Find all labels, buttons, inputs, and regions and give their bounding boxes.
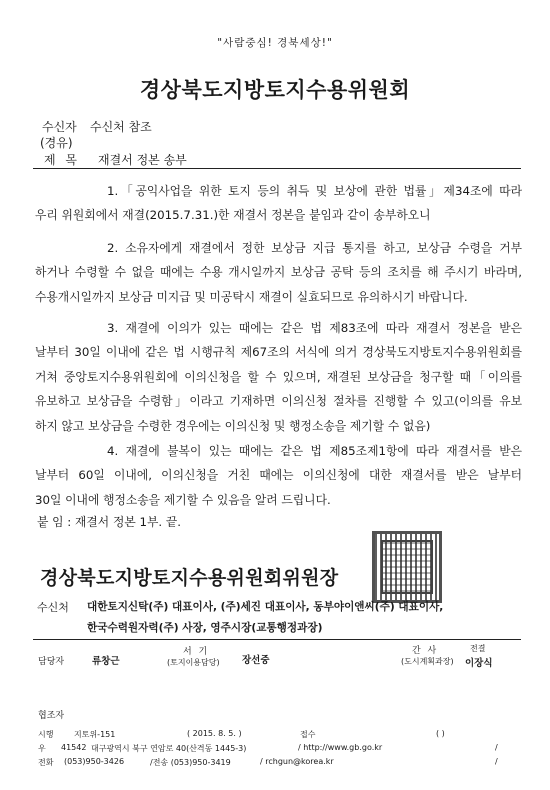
chief-dept: (도시계획과장): [401, 657, 454, 666]
email: / rchgun@korea.kr: [260, 757, 334, 766]
p3-line: 거쳐 중앙토지수용위원회에 이의신청을 할 수 있으며, 재결된 보상금을 청구할 때「이의를: [35, 369, 522, 384]
doc-label: 시행: [38, 730, 54, 739]
doc-date: ( 2015. 8. 5. ): [187, 729, 242, 738]
recipient-label: 수신자: [42, 120, 77, 134]
subject-label: 제 목: [44, 153, 80, 167]
reviewer-dept: (토지이용담당): [167, 658, 220, 667]
paragraph-3: [35, 316, 522, 438]
attachment-line: 붙 임 : 재결서 정본 1부. 끝.: [37, 515, 182, 529]
p1-line: 우리 위원회에서 재결(2015.7.31.)한 재결서 정본을 붙임과 같이 송부하오니: [35, 208, 431, 223]
website: / http://www.gb.go.kr: [298, 743, 383, 752]
receipt-paren: ( ): [436, 729, 445, 738]
receipt-label: 접수: [300, 730, 316, 739]
final-label: 전결: [470, 644, 486, 653]
p2-line: 2. 소유자에게 재결에서 정한 보상금 지급 통지를 하고, 보상금 수령을 거부: [107, 241, 522, 255]
reviewer-label: 서 기: [183, 647, 210, 657]
recipients-label: 수신처: [37, 601, 69, 614]
subject-value: 재결서 정본 송부: [98, 153, 187, 167]
divider-top: [33, 168, 521, 169]
p4-line: 4. 재결에 불복이 있는 때에는 같은 법 제85조제1항에 따라 재결서를 받은: [107, 444, 522, 458]
p3-line: 3. 재결에 이의가 있는 때에는 같은 법 제83조에 따라 재결서 정본을 받은: [107, 321, 522, 335]
phone-label: 전화: [38, 758, 54, 767]
org-title: 경상북도지방토지수용위원회: [139, 78, 411, 102]
p1-line: 1.「공익사업을 위한 토지 등의 취득 및 보상에 관한 법률」제34조에 따라: [107, 184, 522, 198]
doc-number: 지토위-151: [74, 730, 116, 739]
paragraph-1: [35, 179, 522, 228]
address: 대구광역시 북구 연암로 40(산격동 1445-3): [91, 744, 247, 753]
recipient-value: 수신처 참조: [90, 120, 152, 134]
fax: /전송 (053)950-3419: [150, 758, 231, 767]
seal-inner: [381, 540, 433, 594]
paragraph-2: [35, 236, 522, 309]
recipients-line-2: 한국수력원자력(주) 사장, 영주시장(교통행정과장): [87, 622, 323, 634]
disclosure: /: [495, 757, 498, 766]
reviewer-name: 장선중: [242, 655, 270, 666]
address-slash: /: [495, 743, 498, 752]
p3-line: 유보하고 보상금을 수령함」이라고 기재하면 이의신청 절차를 진행할 수 있고(이의를 유보: [35, 394, 522, 409]
slogan: "사람중심! 경북세상!": [217, 37, 333, 49]
p3-line: 하지 않고 보상금을 수령한 경우에는 이의신청 및 행정소송을 제기할 수 없음): [35, 418, 431, 433]
p2-line: 수용개시일까지 보상금 미지급 및 미공탁시 재결이 실효되므로 유의하시기 바랍니다.: [35, 289, 468, 304]
address-label: 우: [38, 744, 46, 753]
p4-line: 날부터 60일 이내에, 이의신청을 거친 때에는 이의신청에 대한 재결서를 받은 날부터: [35, 468, 522, 483]
phone: (053)950-3426: [64, 757, 125, 766]
p4-line: 30일 이내에 행정소송을 제기할 수 있음을 알려 드립니다.: [35, 492, 331, 507]
postal-code: 41542: [61, 743, 87, 752]
officer-name: 류창근: [92, 656, 120, 667]
cooperator-label: 협조자: [38, 711, 65, 721]
p3-line: 날부터 30일 이내에 같은 법 시행규칙 제67조의 서식에 의거 경상북도지방토지수용위원회를: [35, 345, 522, 360]
official-seal: [372, 531, 442, 603]
via-label: (경유): [40, 136, 73, 150]
paragraph-4: [35, 439, 522, 512]
final-name: 이장식: [465, 658, 493, 669]
p2-line: 하거나 수령할 수 없을 때에는 수용 개시일까지 보상금 공탁 등의 조치를 해 주시기 바라며,: [35, 265, 522, 280]
sender-title: 경상북도지방토지수용위원회위원장: [40, 567, 339, 589]
recipients-line-1: 대한토지신탁(주) 대표이사, (주)세진 대표이사, 동부야이앤씨(주) 대표이사,: [87, 601, 444, 613]
chief-label: 간 사: [412, 646, 439, 656]
officer-label: 담당자: [38, 657, 65, 667]
divider-bottom: [33, 639, 521, 640]
